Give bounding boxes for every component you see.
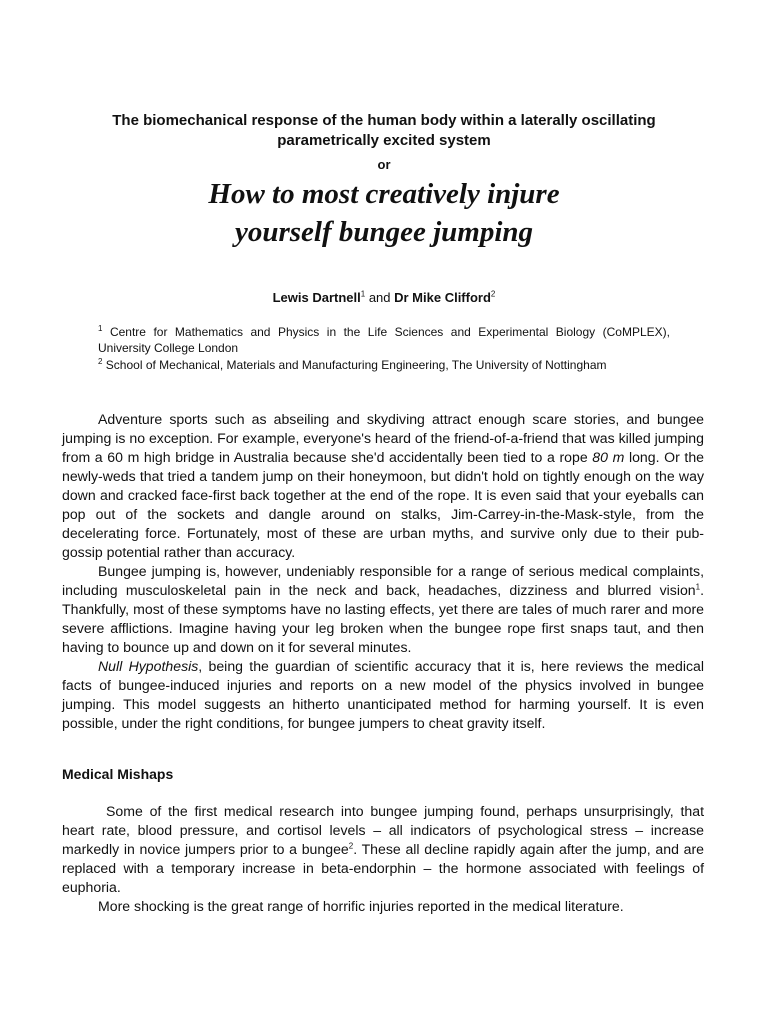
alternate-title xyxy=(60,175,708,251)
affiliation-2-mark: 2 xyxy=(98,357,103,366)
intro-paragraph-2 xyxy=(62,562,704,657)
intro-p3-text: , being the guardian of scientific accuracy that it is, here reviews the medical facts of bungee-induced injuries and reports on a new model of the physics involved in bungee jumping. This model suggests an hitherto unanticipated method for harming yourself. It is even possible, under the right conditions, for bungee jumpers to cheat gravity itself. xyxy=(62,658,704,731)
author-conjunction: and xyxy=(365,290,395,305)
citation-1: 1 xyxy=(695,582,701,592)
affiliation-2-text: School of Mechanical, Materials and Manufacturing Engineering, The University of Nottingham xyxy=(102,358,607,372)
alternate-title-line-2: yourself bungee jumping xyxy=(234,216,534,248)
affiliation-1 xyxy=(98,324,670,356)
paper-title: The biomechanical response of the human body within a laterally oscillating parametrically excited system xyxy=(112,112,656,149)
intro-p1-emphasis: 80 m xyxy=(592,449,625,465)
section-heading: Medical Mishaps xyxy=(62,766,174,782)
intro-paragraph-3 xyxy=(62,657,704,733)
section-p1-text-b: . These all decline rapidly again after the jump, and are replaced with a temporary increase in beta-endorphin – the hormone associated with feelings of euphoria. xyxy=(62,841,704,895)
section-paragraph-1 xyxy=(62,802,704,897)
affiliation-2 xyxy=(98,357,670,373)
affiliation-1-mark: 1 xyxy=(98,324,103,333)
intro-body xyxy=(62,410,704,733)
intro-p2-text-b: . Thankfully, most of these symptoms have no lasting effects, yet there are tales of much rarer and more severe afflictions. Imagine having your leg broken when the bungee rope first snaps taut, and then having to bounce up and down on it for several minutes. xyxy=(62,582,704,655)
section-body xyxy=(62,802,704,916)
intro-p3-emphasis: Null Hypothesis xyxy=(98,658,199,674)
author-2-affiliation-mark: 2 xyxy=(490,289,496,299)
intro-paragraph-1 xyxy=(62,410,704,562)
section-paragraph-2: More shocking is the great range of horrific injuries reported in the medical literature. xyxy=(98,898,624,914)
intro-p2-text-a: Bungee jumping is, however, undeniably responsible for a range of serious medical complaints, including musculoskeletal pain in the neck and back, headaches, dizziness and blurred vision xyxy=(62,563,704,598)
intro-p1-text-a: Adventure sports such as abseiling and skydiving attract enough scare stories, and bungee jumping is no exception. For example, everyone's heard of the friend-of-a-friend that was killed jumping from a 60 m high bridge in Australia because she'd accidentally been tied to a rope xyxy=(62,411,704,465)
intro-p1-text-b: long. Or the newly-weds that tried a tandem jump on their honeymoon, but didn't hold on tightly enough on the way down and cracked face-first back together at the end of the rope. It is even said that your eyeballs can pop out of the sockets and dangle around on stalks, Jim-Carrey-in-the-Mask-style, from the decelerating force. Fortunately, most of these are urban myths, and survive only due to their pub-gossip potential rather than accuracy. xyxy=(62,449,704,560)
author-list xyxy=(0,289,768,307)
author-1-affiliation-mark: 1 xyxy=(360,289,366,299)
affiliation-1-text: Centre for Mathematics and Physics in the Life Sciences and Experimental Biology (CoMPLEX), University College London xyxy=(98,325,670,355)
author-1: Lewis Dartnell xyxy=(272,290,361,305)
section-p1-text-a: Some of the first medical research into bungee jumping found, perhaps unsurprisingly, that heart rate, blood pressure, and cortisol levels – all indicators of psychological stress – increase markedly in novice jumpers prior to a bungee xyxy=(62,803,704,857)
alternate-title-line-1: How to most creatively injure xyxy=(208,178,560,210)
author-2: Dr Mike Clifford xyxy=(394,290,491,305)
citation-2: 2 xyxy=(348,841,354,851)
title-conjunction: or xyxy=(377,157,391,172)
